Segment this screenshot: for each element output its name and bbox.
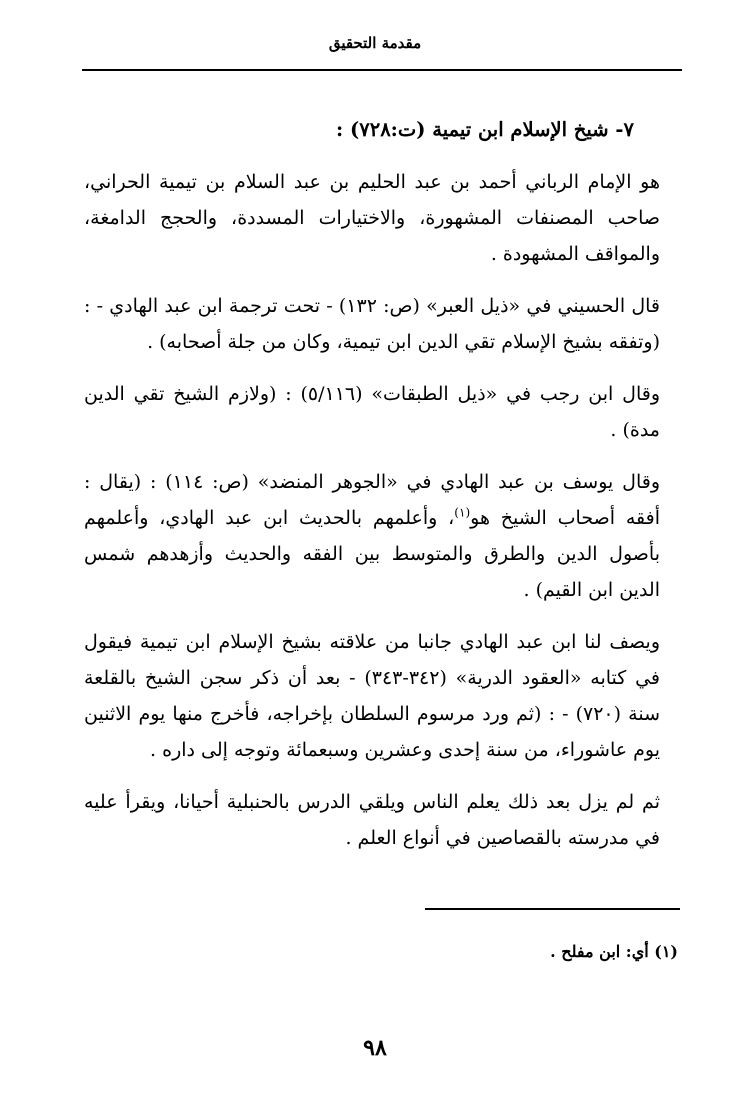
main-text <box>84 112 680 872</box>
paragraph-teaching: ثم لم يزل بعد ذلك يعلم الناس ويلقي الدرس بالحنبلية أحيانا، ويقرأ عليه في مدرسته بالقصاصين في أنواع العلم . <box>84 791 660 849</box>
header-rule <box>82 69 682 71</box>
footnote-reference[interactable]: (١) <box>454 505 471 520</box>
paragraph-yusuf-quote <box>84 464 680 608</box>
section-title: ٧- شيخ الإسلام ابن تيمية (ت:٧٢٨) : <box>336 118 634 141</box>
paragraph-yusuf-quote-part2: ، وأعلمهم بالحديث ابن عبد الهادي، وأعلمهم بأصول الدين والطرق والمتوسط بين الفقه والحديث وأزهدهم شمس الدين ابن القيم) . <box>84 507 660 601</box>
paragraph-ibn-rajab-quote: وقال ابن رجب في «ذيل الطبقات» (٥/١١٦) : (ولازم الشيخ تقي الدين مدة) . <box>84 383 661 441</box>
running-title: مقدمة التحقيق <box>328 34 422 52</box>
paragraph-ibn-taymiyya-intro: هو الإمام الرباني أحمد بن عبد الحليم بن عبد السلام بن تيمية الحراني، صاحب المصنفات المشهورة، والاختيارات المسددة، والحجج الدامغة، والمواقف المشهودة . <box>84 171 660 265</box>
paragraph-husayni-quote: قال الحسيني في «ذيل العبر» (ص: ١٣٢) - تحت ترجمة ابن عبد الهادي - : (وتفقه بشيخ الإسلام تقي الدين ابن تيمية، وكان من جلة أصحابه) . <box>84 295 660 353</box>
paragraph-yusuf-quote-part1: وقال يوسف بن عبد الهادي في «الجوهر المنضد» (ص: ١١٤) : (يقال : أفقه أصحاب الشيخ هو <box>84 471 660 529</box>
footnote: (١) أي: ابن مفلح . <box>550 942 678 961</box>
paragraph-aqud-quote: ويصف لنا ابن عبد الهادي جانبا من علاقته بشيخ الإسلام ابن تيمية فيقول في كتابه «العقود الدرية» (٣٤٢-٣٤٣) - بعد أن ذكر سجن الشيخ بالقلعة سنة (٧٢٠) - : (ثم ورد مرسوم السلطان بإخراجه، فأخرج منها يوم الاثنين يوم عاشوراء، من سنة إحدى وعشرين وسبعمائة وتوجه إلى داره . <box>84 631 661 761</box>
page-number: ٩٨ <box>363 1035 387 1061</box>
footnote-rule <box>425 908 680 910</box>
